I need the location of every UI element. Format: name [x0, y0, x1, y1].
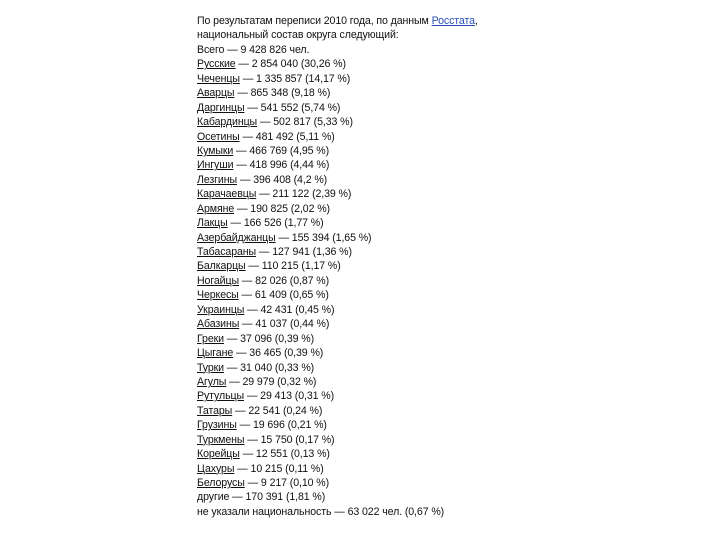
nationality-count: — 127 941 (1,36 %)	[256, 246, 352, 258]
nationality-entry	[197, 86, 697, 100]
nationality-link[interactable]: Лезгины	[197, 173, 238, 186]
nationality-link[interactable]: Лакцы	[197, 217, 228, 230]
nationality-count: — 37 096 (0,39 %)	[223, 332, 315, 345]
nationality-count: — 541 552 (5,74 %)	[244, 101, 341, 114]
nationality-link[interactable]: Осетины	[197, 130, 240, 143]
nationality-count: — 61 409 (0,65 %)	[238, 289, 329, 302]
nationality-link[interactable]: Цахуры	[197, 462, 235, 475]
nationality-link[interactable]: Греки	[197, 332, 224, 345]
nationality-entry	[197, 404, 697, 418]
nationality-entry	[197, 72, 697, 86]
nationality-count: — 42 431 (0,45 %)	[244, 303, 335, 316]
nationality-entry	[197, 115, 697, 129]
nationality-link[interactable]: Армяне	[197, 202, 235, 215]
nationality-count: — 1 335 857 (14,17 %)	[239, 72, 351, 85]
nationality-count: — 155 394 (1,65 %)	[275, 231, 372, 244]
nationality-entry	[197, 57, 697, 71]
nationality-entry	[197, 187, 697, 201]
nationality-entry	[197, 216, 697, 230]
nationality-count: — 481 492 (5,11 %)	[239, 130, 335, 143]
nationality-link[interactable]: Ногайцы	[197, 274, 239, 287]
nationality-count: — 110 215 (1,17 %)	[245, 260, 341, 273]
intro-text: По результатам переписи 2010 года, по данным	[197, 15, 432, 27]
nationality-entry	[197, 259, 697, 273]
nationality-link[interactable]: Белорусы	[197, 477, 245, 489]
nationality-entry	[197, 101, 697, 115]
intro-comma: ,	[474, 15, 478, 27]
nationality-entry	[197, 158, 697, 172]
nationality-entry	[197, 433, 697, 447]
unspecified-line: не указали национальность — 63 022 чел. (0,67 %)	[197, 505, 445, 518]
nationality-count: — 10 215 (0,11 %)	[234, 462, 324, 475]
nationality-link[interactable]: Украинцы	[197, 303, 245, 316]
nationality-entry	[197, 462, 697, 476]
nationality-count: — 166 526 (1,77 %)	[227, 217, 324, 230]
nationality-entry	[197, 418, 697, 432]
nationality-count: — 31 040 (0,33 %)	[224, 361, 315, 374]
nationality-entry	[197, 144, 697, 158]
census-text-block	[197, 14, 697, 519]
nationality-entry	[197, 332, 697, 346]
nationality-link[interactable]: Кумыки	[197, 144, 234, 157]
nationality-link[interactable]: Даргинцы	[197, 101, 245, 114]
nationality-count: — 9 217 (0,10 %)	[244, 477, 330, 489]
nationality-entry	[197, 173, 697, 187]
nationality-count: — 29 979 (0,32 %)	[226, 375, 317, 388]
nationality-entry	[197, 202, 697, 216]
nationality-entry	[197, 245, 697, 259]
nationality-list	[197, 57, 697, 490]
nationality-entry	[197, 130, 697, 144]
nationality-entry	[197, 375, 697, 389]
nationality-count: — 29 413 (0,31 %)	[243, 390, 335, 403]
nationality-entry	[197, 389, 697, 403]
nationality-entry	[197, 361, 697, 375]
nationality-link[interactable]: Грузины	[197, 419, 237, 432]
nationality-link[interactable]: Карачаевцы	[197, 188, 257, 201]
nationality-entry	[197, 476, 697, 490]
nationality-link[interactable]: Турки	[197, 361, 224, 374]
nationality-entry	[197, 447, 697, 461]
nationality-link[interactable]: Корейцы	[197, 448, 240, 461]
nationality-link[interactable]: Аварцы	[197, 87, 235, 100]
nationality-count: — 12 551 (0,13 %)	[239, 448, 330, 461]
nationality-count: — 2 854 040 (30,26 %)	[235, 58, 346, 71]
total-population: Всего — 9 428 826 чел.	[197, 43, 310, 56]
nationality-count: — 36 465 (0,39 %)	[233, 347, 324, 360]
nationality-entry	[197, 288, 697, 302]
nationality-link[interactable]: Русские	[197, 58, 236, 71]
nationality-entry	[197, 346, 697, 360]
intro-line-2: национальный состав округа следующий:	[197, 29, 399, 42]
nationality-link[interactable]: Цыгане	[197, 347, 234, 360]
nationality-entry	[197, 231, 697, 245]
rosstat-link[interactable]: Росстата	[431, 15, 475, 27]
nationality-count: — 41 037 (0,44 %)	[239, 318, 330, 331]
nationality-count: — 466 769 (4,95 %)	[233, 144, 330, 157]
nationality-link[interactable]: Татары	[197, 404, 233, 417]
intro-line-1	[197, 14, 697, 28]
others-line: другие — 170 391 (1,81 %)	[197, 491, 326, 504]
nationality-link[interactable]: Азербайджанцы	[197, 231, 276, 244]
nationality-count: — 22 541 (0,24 %)	[232, 404, 323, 417]
nationality-link[interactable]: Агулы	[197, 375, 227, 388]
nationality-link[interactable]: Рутульцы	[197, 390, 244, 403]
nationality-entry	[197, 317, 697, 331]
nationality-link[interactable]: Балкарцы	[197, 260, 246, 273]
nationality-link[interactable]: Ингуши	[197, 159, 234, 172]
nationality-link[interactable]: Абазины	[197, 318, 240, 331]
nationality-count: — 502 817 (5,33 %)	[257, 116, 353, 129]
nationality-count: — 15 750 (0,17 %)	[244, 433, 335, 446]
nationality-count: — 396 408 (4,2 %)	[237, 173, 328, 186]
nationality-entry	[197, 274, 697, 288]
nationality-count: — 211 122 (2,39 %)	[256, 188, 352, 201]
nationality-link[interactable]: Табасараны	[197, 246, 257, 258]
nationality-link[interactable]: Чеченцы	[197, 72, 240, 85]
nationality-link[interactable]: Черкесы	[197, 289, 239, 302]
nationality-count: — 190 825 (2,02 %)	[234, 202, 330, 215]
nationality-count: — 865 348 (9,18 %)	[234, 87, 331, 100]
nationality-count: — 19 696 (0,21 %)	[236, 419, 327, 432]
nationality-link[interactable]: Туркмены	[197, 433, 245, 446]
nationality-count: — 82 026 (0,87 %)	[238, 274, 330, 287]
nationality-link[interactable]: Кабардинцы	[197, 116, 258, 129]
nationality-count: — 418 996 (4,44 %)	[233, 159, 330, 172]
nationality-entry	[197, 303, 697, 317]
